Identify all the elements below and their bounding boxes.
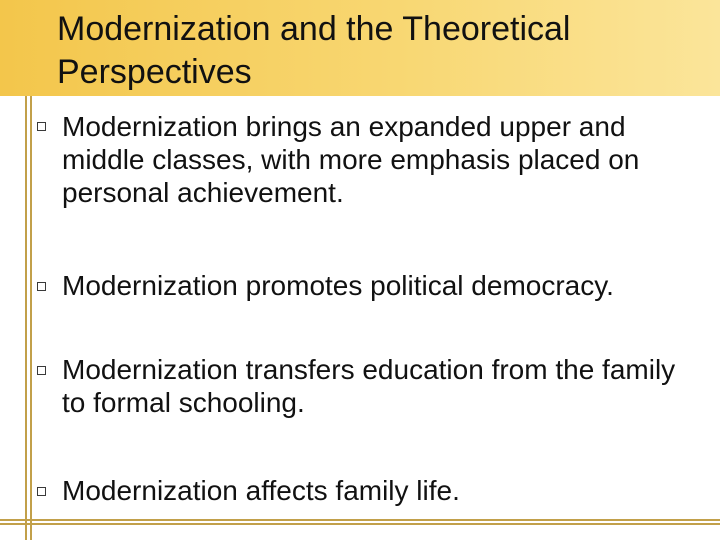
left-frame-line (30, 96, 32, 540)
slide-title: Modernization and the Theoretical Perspectives (57, 10, 571, 91)
title-band (0, 0, 720, 96)
left-frame-line (25, 96, 27, 540)
square-bullet-icon (37, 487, 46, 496)
bullet-item-text: Modernization brings an expanded upper and middle classes, with more emphasis placed on personal achievement. (62, 111, 640, 208)
square-bullet-icon (37, 122, 46, 131)
square-bullet-icon (37, 366, 46, 375)
bullet-item-text: Modernization promotes political democracy. (62, 270, 614, 301)
bottom-frame-line (0, 523, 720, 525)
bullet-item-text: Modernization transfers education from the family to formal schooling. (62, 354, 676, 418)
bottom-frame-line (0, 519, 720, 521)
square-bullet-icon (37, 282, 46, 291)
bullet-item-text: Modernization affects family life. (62, 475, 460, 506)
